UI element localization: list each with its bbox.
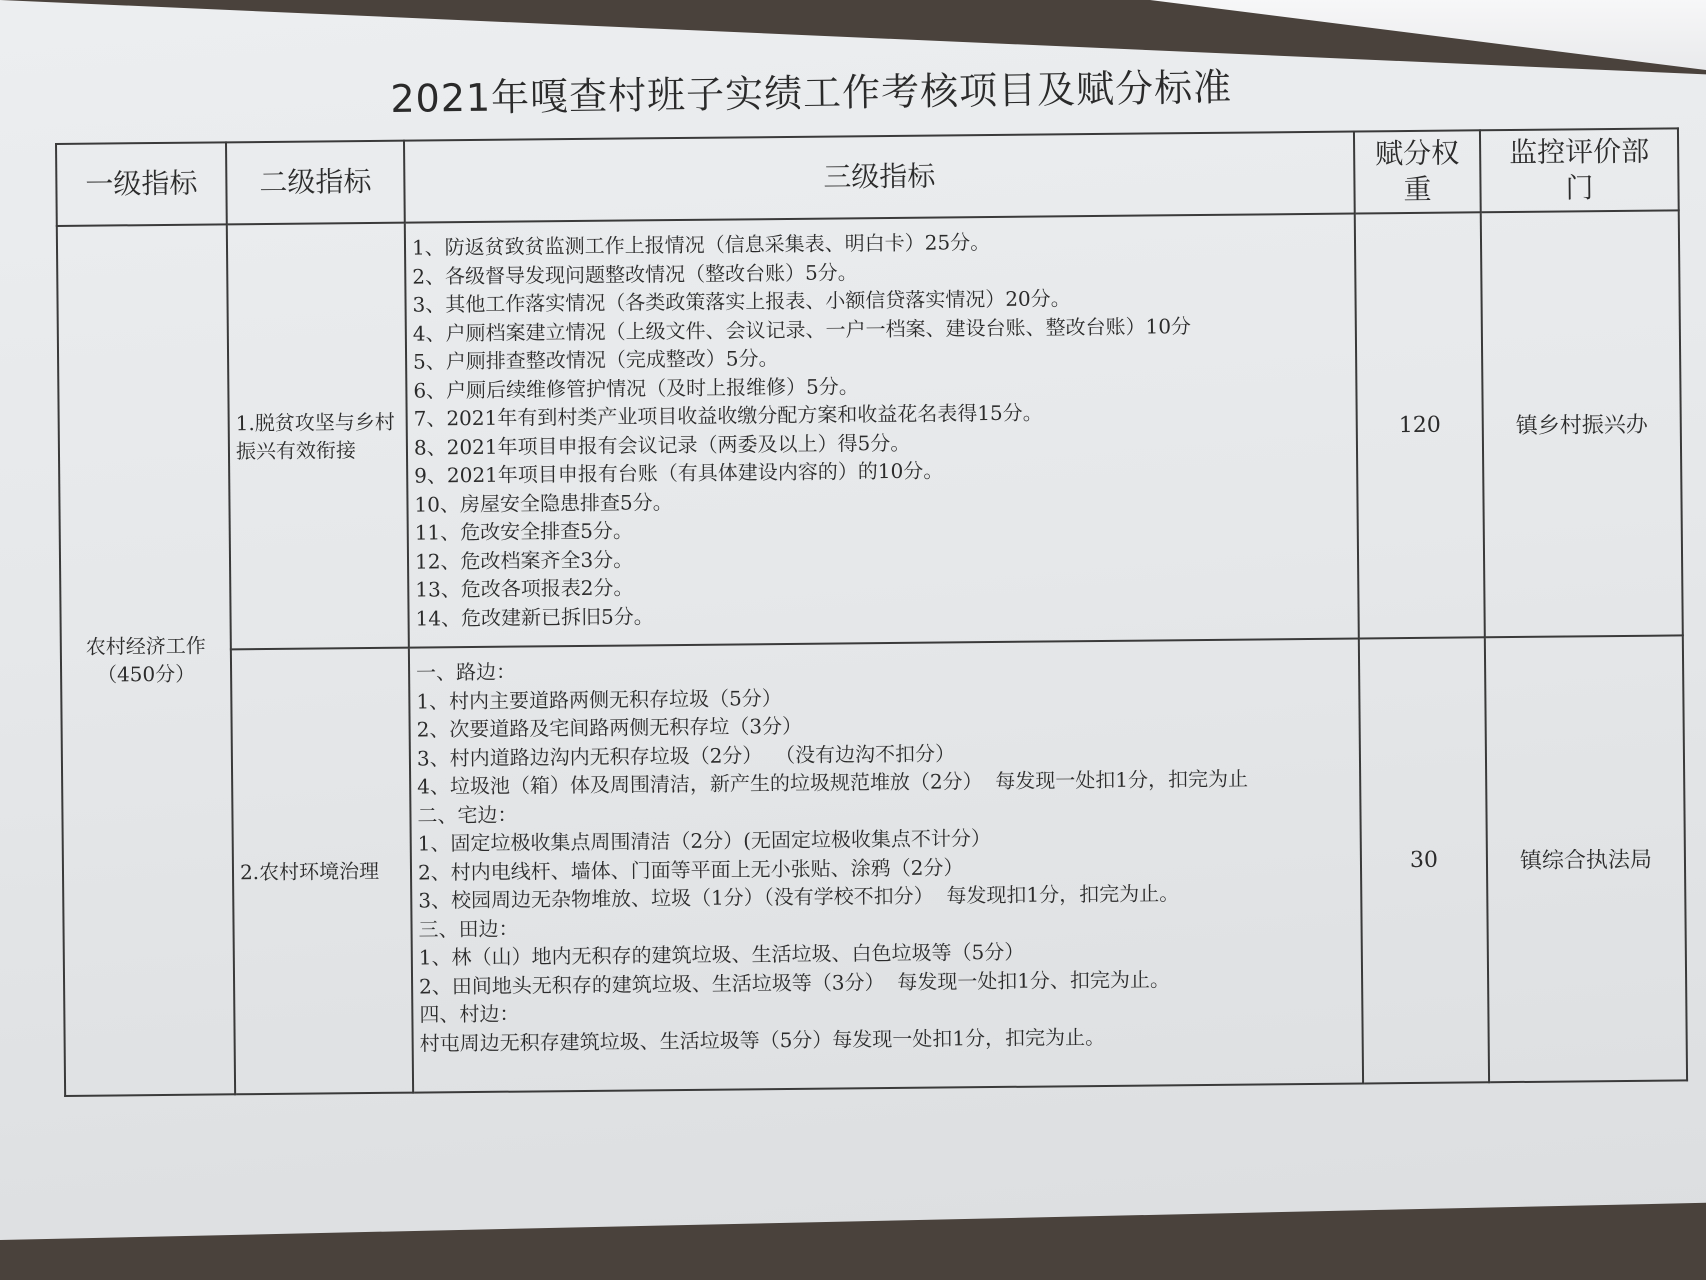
level3-item: 2、次要道路及宅间路两侧无积存垃（3分） — [416, 713, 803, 742]
level3-item: 9、2021年项目申报有台账（有具体建设内容的）的10分。 — [414, 458, 944, 488]
weight-cell: 30 — [1359, 637, 1489, 1083]
level3-item: 四、村边： — [419, 1001, 520, 1027]
level3-item: 4、户厕档案建立情况（上级文件、会议记录、一户一档案、建设台账、整改台账）10分 — [412, 313, 1192, 346]
weight-cell: 120 — [1355, 212, 1485, 638]
level3-item: 1、固定垃极收集点周围清洁（2分）(无固定垃极收集点不计分） — [417, 826, 992, 856]
department-cell: 镇乡村振兴办 — [1481, 210, 1683, 637]
level3-item: 8、2021年项目申报有会议记录（两委及以上）得5分。 — [413, 430, 911, 460]
department-cell: 镇综合执法局 — [1485, 635, 1687, 1082]
level3-item: 2、各级督导发现问题整改情况（整改台账）5分。 — [412, 259, 858, 289]
level3-item: 10、房屋安全隐患排查5分。 — [414, 489, 673, 517]
table-row — [57, 210, 1683, 651]
level3-item: 一、路边： — [415, 659, 517, 685]
header-level3: 三级指标 — [404, 132, 1355, 223]
level3-item: 3、村内道路边沟内无积存垃圾（2分） （没有边沟不扣分） — [416, 740, 956, 771]
level3-item: 11、危改安全排查5分。 — [414, 518, 634, 545]
level1-name: 农村经济工作 — [85, 633, 206, 659]
level3-item: 3、校园周边无杂物堆放、垃圾（1分）（没有学校不扣分） 每发现扣1分，扣完为止。 — [418, 881, 1180, 913]
level3-cell — [405, 214, 1359, 648]
header-row — [56, 128, 1679, 226]
level3-item: 13、危改各项报表2分。 — [415, 575, 634, 602]
table-row — [61, 635, 1687, 1096]
level3-item: 二、宅边： — [417, 802, 518, 828]
level3-item: 6、户厕后续维修管护情况（及时上报维修）5分。 — [413, 373, 859, 403]
header-department: 监控评价部门 — [1480, 128, 1679, 212]
level1-score: （450分） — [96, 661, 196, 687]
level3-item: 2、村内电线杆、墙体、门面等平面上无小张贴、涂鸦（2分） — [417, 854, 964, 885]
level2-cell: 1.脱贫攻坚与乡村振兴有效衔接 — [227, 223, 409, 650]
header-level2: 二级指标 — [226, 141, 405, 225]
level3-item: 5、户厕排查整改情况（完成整改）5分。 — [412, 346, 779, 374]
level3-item: 1、村内主要道路两侧无积存垃圾（5分） — [416, 685, 782, 714]
level3-item: 14、危改建新已拆旧5分。 — [415, 603, 654, 631]
level3-item: 12、危改档案齐全3分。 — [414, 546, 634, 574]
level3-item: 村屯周边无积存建筑垃圾、生活垃圾等（5分）每发现一处扣1分，扣完为止。 — [419, 1024, 1106, 1056]
assessment-table — [55, 127, 1686, 1093]
level3-cell — [409, 639, 1363, 1093]
level3-item: 1、防返贫致贫监测工作上报情况（信息采集表、明白卡）25分。 — [411, 230, 991, 260]
level2-cell: 2.农村环境治理 — [231, 648, 413, 1095]
header-weight: 赋分权重 — [1354, 130, 1481, 213]
level3-item: 三、田边： — [418, 916, 519, 942]
header-level1: 一级指标 — [56, 142, 227, 226]
level3-item: 2、田间地头无积存的建筑垃圾、生活垃圾等（3分） 每发现一处扣1分、扣完为止。 — [418, 966, 1171, 999]
level3-item: 7、2021年有到村类产业项目收益收缴分配方案和收益花名表得15分。 — [413, 400, 1043, 431]
document-title: 2021年嘎查村班子实绩工作考核项目及赋分标准 — [390, 65, 1233, 121]
level3-item: 3、其他工作落实情况（各类政策落实上报表、小额信贷落实情况）20分。 — [412, 286, 1071, 317]
level1-cell — [57, 224, 235, 1096]
level3-item: 1、林（山）地内无积存的建筑垃圾、生活垃圾、白色垃圾等（5分） — [418, 939, 1025, 970]
level3-item: 4、垃圾池（箱）体及周围清洁，新产生的垃圾规范堆放（2分） 每发现一处扣1分，扣完为止 — [417, 766, 1249, 799]
